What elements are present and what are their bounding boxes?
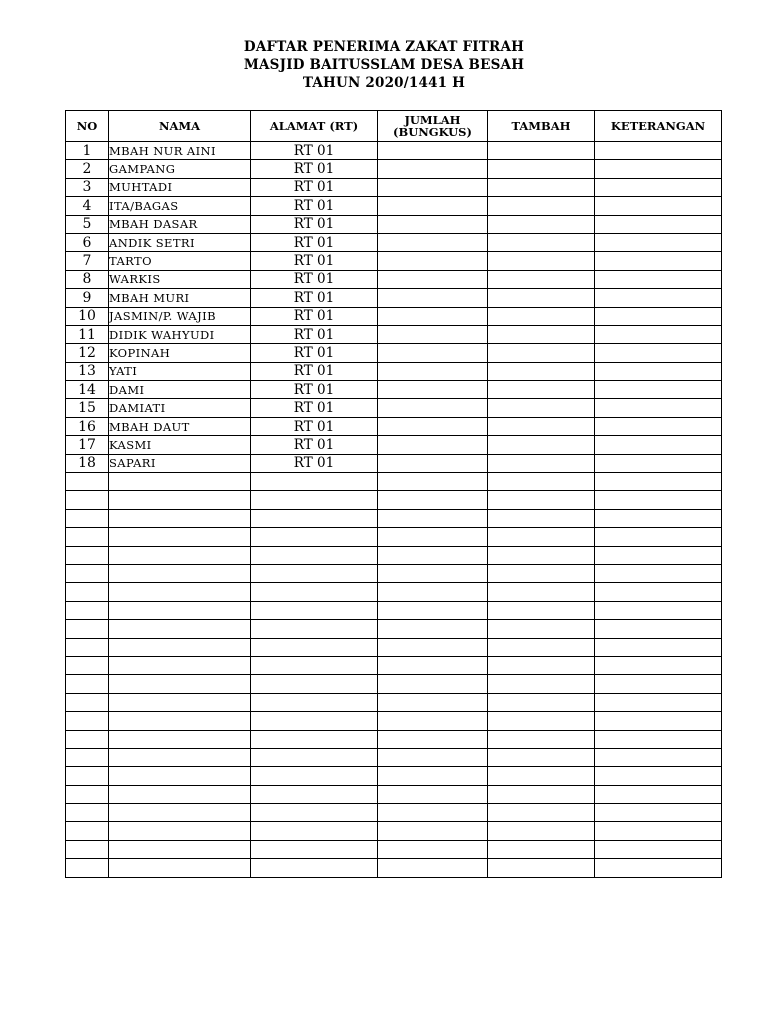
empty-cell — [595, 546, 722, 564]
empty-cell — [66, 675, 109, 693]
cell-no: 15 — [66, 399, 109, 417]
empty-cell — [378, 509, 488, 527]
empty-row — [66, 822, 722, 840]
cell-nama: DAMIATI — [109, 399, 251, 417]
table-row — [66, 197, 722, 215]
empty-cell — [488, 491, 595, 509]
table-row — [66, 436, 722, 454]
cell-jumlah — [378, 289, 488, 307]
empty-cell — [109, 528, 251, 546]
cell-keterangan — [595, 178, 722, 196]
cell-nama: ANDIK SETRI — [109, 233, 251, 251]
cell-nama: ITA/BAGAS — [109, 197, 251, 215]
cell-no: 2 — [66, 160, 109, 178]
empty-cell — [109, 601, 251, 619]
table-row — [66, 454, 722, 472]
cell-no: 14 — [66, 381, 109, 399]
header-row — [66, 111, 722, 142]
empty-cell — [595, 656, 722, 674]
empty-cell — [251, 546, 378, 564]
table-row — [66, 178, 722, 196]
empty-cell — [488, 601, 595, 619]
table-row — [66, 362, 722, 380]
empty-cell — [251, 859, 378, 877]
empty-cell — [595, 491, 722, 509]
empty-cell — [66, 491, 109, 509]
empty-cell — [251, 730, 378, 748]
empty-cell — [109, 656, 251, 674]
cell-jumlah — [378, 270, 488, 288]
cell-tambah — [488, 142, 595, 160]
empty-cell — [488, 620, 595, 638]
cell-keterangan — [595, 160, 722, 178]
cell-nama: JASMIN/P. WAJIB — [109, 307, 251, 325]
cell-tambah — [488, 160, 595, 178]
cell-keterangan — [595, 454, 722, 472]
empty-cell — [595, 840, 722, 858]
empty-row — [66, 601, 722, 619]
cell-keterangan — [595, 325, 722, 343]
empty-cell — [109, 748, 251, 766]
table-row — [66, 325, 722, 343]
table-row — [66, 252, 722, 270]
empty-cell — [66, 840, 109, 858]
empty-cell — [109, 785, 251, 803]
empty-cell — [251, 822, 378, 840]
empty-cell — [66, 804, 109, 822]
empty-row — [66, 730, 722, 748]
empty-cell — [378, 546, 488, 564]
empty-cell — [378, 693, 488, 711]
empty-cell — [595, 785, 722, 803]
cell-tambah — [488, 362, 595, 380]
empty-cell — [66, 546, 109, 564]
cell-keterangan — [595, 252, 722, 270]
cell-alamat: RT 01 — [251, 381, 378, 399]
empty-cell — [66, 528, 109, 546]
empty-cell — [251, 693, 378, 711]
cell-alamat: RT 01 — [251, 270, 378, 288]
empty-cell — [378, 601, 488, 619]
empty-cell — [595, 601, 722, 619]
cell-nama: MBAH MURI — [109, 289, 251, 307]
empty-cell — [378, 583, 488, 601]
empty-row — [66, 638, 722, 656]
empty-row — [66, 473, 722, 491]
empty-cell — [251, 583, 378, 601]
cell-nama: MBAH NUR AINI — [109, 142, 251, 160]
cell-jumlah — [378, 362, 488, 380]
cell-jumlah — [378, 233, 488, 251]
empty-cell — [251, 564, 378, 582]
empty-cell — [66, 785, 109, 803]
empty-cell — [109, 583, 251, 601]
empty-cell — [488, 767, 595, 785]
cell-tambah — [488, 270, 595, 288]
cell-keterangan — [595, 344, 722, 362]
cell-no: 10 — [66, 307, 109, 325]
empty-row — [66, 693, 722, 711]
cell-tambah — [488, 454, 595, 472]
cell-no: 17 — [66, 436, 109, 454]
empty-row — [66, 804, 722, 822]
cell-jumlah — [378, 142, 488, 160]
empty-row — [66, 620, 722, 638]
cell-keterangan — [595, 307, 722, 325]
empty-row — [66, 859, 722, 877]
empty-cell — [595, 473, 722, 491]
empty-cell — [378, 859, 488, 877]
empty-cell — [378, 712, 488, 730]
empty-cell — [378, 822, 488, 840]
empty-row — [66, 840, 722, 858]
title-line-2: MASJID BAITUSSLAM DESA BESAH — [243, 57, 525, 73]
cell-alamat: RT 01 — [251, 289, 378, 307]
cell-jumlah — [378, 252, 488, 270]
empty-cell — [251, 509, 378, 527]
cell-nama: GAMPANG — [109, 160, 251, 178]
empty-cell — [595, 564, 722, 582]
empty-cell — [595, 712, 722, 730]
empty-cell — [66, 656, 109, 674]
cell-alamat: RT 01 — [251, 215, 378, 233]
table-row — [66, 399, 722, 417]
cell-jumlah — [378, 399, 488, 417]
cell-keterangan — [595, 417, 722, 435]
cell-tambah — [488, 197, 595, 215]
empty-cell — [595, 748, 722, 766]
cell-jumlah — [378, 197, 488, 215]
empty-cell — [488, 748, 595, 766]
empty-cell — [488, 546, 595, 564]
cell-alamat: RT 01 — [251, 454, 378, 472]
table-row — [66, 270, 722, 288]
header-keterangan: KETERANGAN — [595, 111, 722, 142]
cell-no: 18 — [66, 454, 109, 472]
cell-nama: MUHTADI — [109, 178, 251, 196]
empty-cell — [378, 564, 488, 582]
cell-keterangan — [595, 233, 722, 251]
empty-row — [66, 509, 722, 527]
cell-keterangan — [595, 270, 722, 288]
empty-cell — [66, 638, 109, 656]
table-row — [66, 344, 722, 362]
empty-cell — [251, 528, 378, 546]
empty-cell — [66, 509, 109, 527]
cell-alamat: RT 01 — [251, 307, 378, 325]
cell-no: 1 — [66, 142, 109, 160]
empty-cell — [488, 583, 595, 601]
empty-cell — [251, 620, 378, 638]
cell-alamat: RT 01 — [251, 325, 378, 343]
empty-cell — [378, 620, 488, 638]
empty-cell — [109, 730, 251, 748]
cell-no: 7 — [66, 252, 109, 270]
cell-alamat: RT 01 — [251, 233, 378, 251]
empty-cell — [109, 509, 251, 527]
cell-nama: WARKIS — [109, 270, 251, 288]
empty-cell — [109, 620, 251, 638]
empty-cell — [488, 804, 595, 822]
empty-cell — [488, 564, 595, 582]
empty-cell — [488, 693, 595, 711]
empty-cell — [488, 675, 595, 693]
empty-cell — [251, 491, 378, 509]
empty-cell — [66, 693, 109, 711]
empty-cell — [109, 804, 251, 822]
cell-jumlah — [378, 307, 488, 325]
empty-row — [66, 712, 722, 730]
cell-nama: DAMI — [109, 381, 251, 399]
empty-row — [66, 564, 722, 582]
title-line-3: TAHUN 2020/1441 H — [302, 75, 466, 91]
document-title — [0, 38, 768, 92]
empty-cell — [251, 748, 378, 766]
cell-jumlah — [378, 325, 488, 343]
empty-row — [66, 785, 722, 803]
empty-cell — [251, 656, 378, 674]
cell-keterangan — [595, 381, 722, 399]
empty-cell — [251, 840, 378, 858]
cell-no: 12 — [66, 344, 109, 362]
cell-keterangan — [595, 197, 722, 215]
empty-cell — [251, 785, 378, 803]
cell-alamat: RT 01 — [251, 178, 378, 196]
empty-cell — [378, 675, 488, 693]
empty-cell — [251, 675, 378, 693]
empty-cell — [251, 804, 378, 822]
table-row — [66, 233, 722, 251]
empty-cell — [488, 528, 595, 546]
cell-no: 8 — [66, 270, 109, 288]
cell-nama: MBAH DASAR — [109, 215, 251, 233]
empty-cell — [378, 748, 488, 766]
empty-cell — [595, 730, 722, 748]
cell-jumlah — [378, 344, 488, 362]
cell-tambah — [488, 307, 595, 325]
cell-jumlah — [378, 417, 488, 435]
cell-alamat: RT 01 — [251, 436, 378, 454]
header-jumlah: JUMLAH (BUNGKUS) — [378, 111, 488, 142]
empty-cell — [109, 564, 251, 582]
cell-no: 16 — [66, 417, 109, 435]
cell-jumlah — [378, 160, 488, 178]
empty-row — [66, 491, 722, 509]
cell-alamat: RT 01 — [251, 252, 378, 270]
empty-cell — [66, 712, 109, 730]
empty-cell — [488, 473, 595, 491]
recipient-table — [65, 110, 722, 878]
empty-cell — [378, 840, 488, 858]
empty-cell — [66, 748, 109, 766]
cell-tambah — [488, 344, 595, 362]
empty-cell — [66, 473, 109, 491]
empty-cell — [595, 583, 722, 601]
cell-keterangan — [595, 362, 722, 380]
empty-cell — [488, 712, 595, 730]
empty-cell — [595, 675, 722, 693]
cell-no: 11 — [66, 325, 109, 343]
empty-cell — [66, 730, 109, 748]
empty-row — [66, 656, 722, 674]
cell-tambah — [488, 178, 595, 196]
empty-cell — [109, 767, 251, 785]
empty-cell — [109, 473, 251, 491]
table-row — [66, 417, 722, 435]
empty-cell — [378, 638, 488, 656]
empty-row — [66, 675, 722, 693]
empty-cell — [66, 859, 109, 877]
empty-cell — [595, 509, 722, 527]
table-body — [66, 142, 722, 878]
empty-cell — [488, 638, 595, 656]
empty-cell — [251, 473, 378, 491]
cell-tambah — [488, 381, 595, 399]
empty-cell — [66, 620, 109, 638]
empty-cell — [595, 822, 722, 840]
cell-no: 5 — [66, 215, 109, 233]
cell-tambah — [488, 252, 595, 270]
empty-cell — [251, 767, 378, 785]
cell-alamat: RT 01 — [251, 362, 378, 380]
header-tambah: TAMBAH — [488, 111, 595, 142]
cell-nama: DIDIK WAHYUDI — [109, 325, 251, 343]
empty-cell — [66, 822, 109, 840]
cell-no: 3 — [66, 178, 109, 196]
empty-cell — [378, 656, 488, 674]
empty-cell — [378, 491, 488, 509]
empty-cell — [595, 693, 722, 711]
cell-no: 13 — [66, 362, 109, 380]
empty-cell — [378, 767, 488, 785]
empty-cell — [488, 822, 595, 840]
empty-cell — [378, 528, 488, 546]
header-nama: NAMA — [109, 111, 251, 142]
empty-cell — [109, 693, 251, 711]
cell-tambah — [488, 399, 595, 417]
cell-keterangan — [595, 289, 722, 307]
empty-row — [66, 528, 722, 546]
empty-cell — [488, 509, 595, 527]
cell-jumlah — [378, 454, 488, 472]
empty-cell — [488, 840, 595, 858]
empty-cell — [488, 785, 595, 803]
table-row — [66, 307, 722, 325]
empty-row — [66, 748, 722, 766]
cell-no: 4 — [66, 197, 109, 215]
empty-cell — [109, 859, 251, 877]
empty-cell — [109, 840, 251, 858]
empty-cell — [109, 546, 251, 564]
empty-cell — [378, 785, 488, 803]
empty-cell — [66, 583, 109, 601]
empty-row — [66, 767, 722, 785]
cell-alamat: RT 01 — [251, 417, 378, 435]
table-row — [66, 289, 722, 307]
cell-tambah — [488, 436, 595, 454]
empty-cell — [251, 638, 378, 656]
title-line-1: DAFTAR PENERIMA ZAKAT FITRAH — [243, 39, 525, 55]
empty-cell — [595, 859, 722, 877]
cell-tambah — [488, 233, 595, 251]
cell-no: 6 — [66, 233, 109, 251]
cell-keterangan — [595, 436, 722, 454]
cell-nama: TARTO — [109, 252, 251, 270]
empty-cell — [595, 620, 722, 638]
cell-alamat: RT 01 — [251, 344, 378, 362]
empty-cell — [488, 656, 595, 674]
cell-tambah — [488, 215, 595, 233]
empty-cell — [488, 730, 595, 748]
cell-nama: MBAH DAUT — [109, 417, 251, 435]
cell-tambah — [488, 417, 595, 435]
cell-nama: KOPINAH — [109, 344, 251, 362]
cell-alamat: RT 01 — [251, 197, 378, 215]
empty-cell — [378, 804, 488, 822]
empty-cell — [109, 822, 251, 840]
cell-nama: YATI — [109, 362, 251, 380]
cell-alamat: RT 01 — [251, 399, 378, 417]
empty-cell — [109, 638, 251, 656]
table-row — [66, 381, 722, 399]
empty-cell — [251, 601, 378, 619]
empty-cell — [595, 767, 722, 785]
cell-jumlah — [378, 215, 488, 233]
table-row — [66, 142, 722, 160]
empty-cell — [66, 601, 109, 619]
cell-alamat: RT 01 — [251, 160, 378, 178]
empty-row — [66, 546, 722, 564]
cell-tambah — [488, 289, 595, 307]
empty-cell — [595, 638, 722, 656]
table-row — [66, 215, 722, 233]
cell-jumlah — [378, 436, 488, 454]
header-alamat: ALAMAT (RT) — [251, 111, 378, 142]
empty-cell — [66, 767, 109, 785]
empty-cell — [109, 675, 251, 693]
empty-cell — [595, 804, 722, 822]
header-no: NO — [66, 111, 109, 142]
empty-cell — [66, 564, 109, 582]
cell-keterangan — [595, 215, 722, 233]
empty-cell — [109, 712, 251, 730]
empty-cell — [109, 491, 251, 509]
cell-nama: KASMI — [109, 436, 251, 454]
empty-row — [66, 583, 722, 601]
cell-nama: SAPARI — [109, 454, 251, 472]
table-row — [66, 160, 722, 178]
cell-keterangan — [595, 399, 722, 417]
empty-cell — [251, 712, 378, 730]
empty-cell — [488, 859, 595, 877]
cell-alamat: RT 01 — [251, 142, 378, 160]
empty-cell — [378, 730, 488, 748]
cell-jumlah — [378, 381, 488, 399]
empty-cell — [378, 473, 488, 491]
cell-no: 9 — [66, 289, 109, 307]
cell-tambah — [488, 325, 595, 343]
cell-keterangan — [595, 142, 722, 160]
cell-jumlah — [378, 178, 488, 196]
empty-cell — [595, 528, 722, 546]
